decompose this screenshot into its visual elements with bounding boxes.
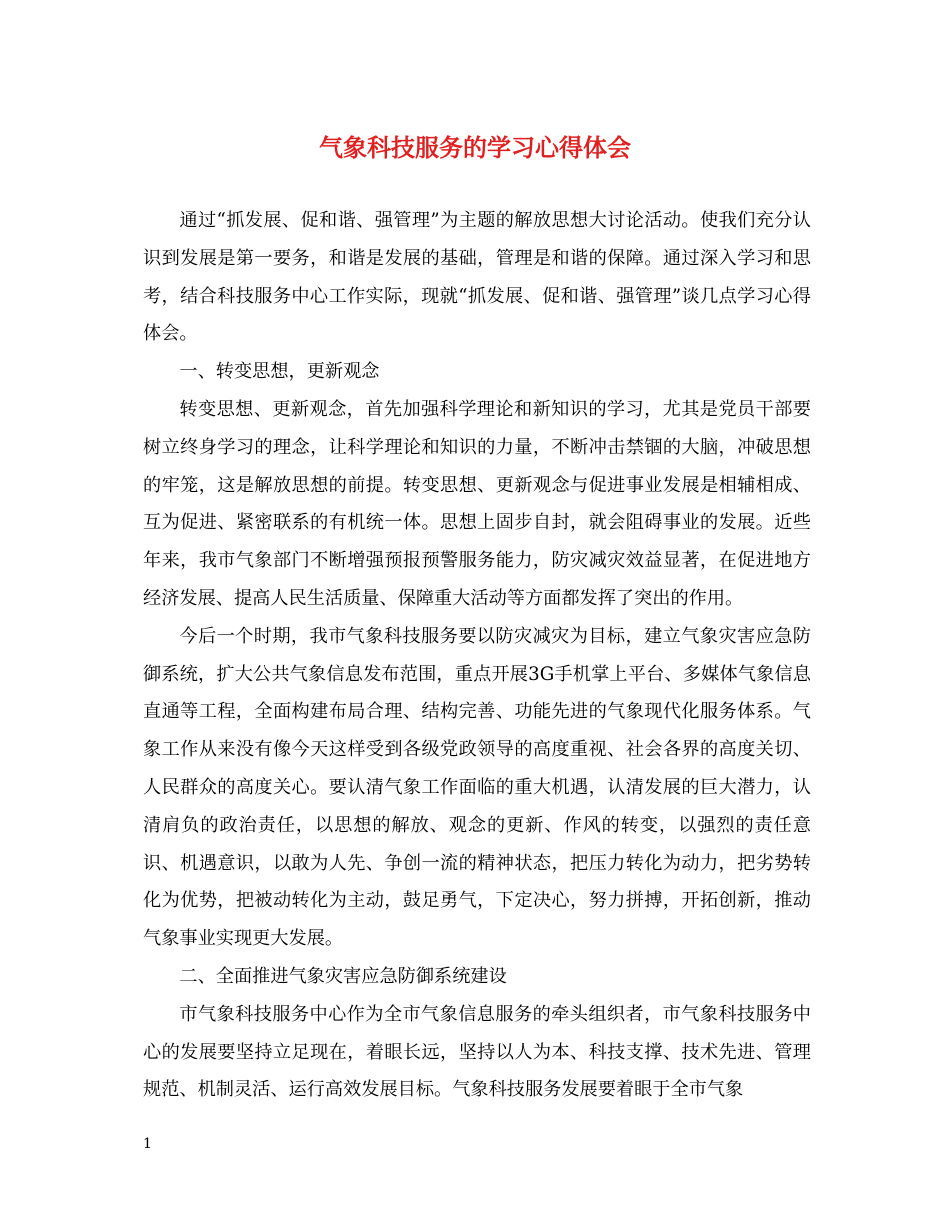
document-title: 气象科技服务的学习心得体会 bbox=[319, 133, 631, 162]
body-paragraph-1: 转变思想、更新观念，首先加强科学理论和新知识的学习，尤其是党员干部要树立终身学习的理念，让科学理论和知识的力量，不断冲击禁锢的大脑，冲破思想的牢笼，这是解放思想的前提。转变思想、更新观念与促进事业发展是相辅相成、互为促进、紧密联系的有机统一体。思想上固步自封，就会阻碍事业的发展。近些年来，我市气象部门不断增强预报预警服务能力，防灾减灾效益显著，在促进地方经济发展、提高人民生活质量、保障重大活动等方面都发挥了突出的作用。 bbox=[143, 398, 811, 609]
body-paragraph-2: 今后一个时期，我市气象科技服务要以防灾减灾为目标，建立气象灾害应急防御系统，扩大公共气象信息发布范围，重点开展3G手机掌上平台、多媒体气象信息直通等工程，全面构建布局合理、结构完善、功能先进的气象现代化服务体系。气象工作从来没有像今天这样受到各级党政领导的高度重视、社会各界的高度关切、人民群众的高度关心。要认清气象工作面临的重大机遇，认清发展的巨大潜力，认清肩负的政治责任，以思想的解放、观念的更新、作风的转变，以强烈的责任意识、机遇意识，以敢为人先、争创一流的精神状态，把压力转化为动力，把劣势转化为优势，把被动转化为主动，鼓足勇气，下定决心，努力拼搏，开拓创新，推动气象事业实现更大发展。 bbox=[143, 625, 811, 950]
page-number: 1 bbox=[143, 1136, 152, 1152]
body-paragraph-3: 市气象科技服务中心作为全市气象信息服务的牵头组织者，市气象科技服务中心的发展要坚持立足现在，着眼长远，坚持以人为本、科技支撑、技术先进、管理规范、机制灵活、运行高效发展目标。气象科技服务发展要着眼于全市气象 bbox=[143, 1003, 811, 1101]
document-body bbox=[143, 202, 811, 1109]
section-heading-2: 二、全面推进气象灾害应急防御系统建设 bbox=[179, 965, 507, 987]
section-heading-1: 一、转变思想，更新观念 bbox=[179, 361, 380, 383]
intro-paragraph: 通过“抓发展、促和谐、强管理”为主题的解放思想大讨论活动。使我们充分认识到发展是第一要务，和谐是发展的基础，管理是和谐的保障。通过深入学习和思考，结合科技服务中心工作实际，现就“抓发展、促和谐、强管理”谈几点学习心得体会。 bbox=[143, 210, 811, 345]
